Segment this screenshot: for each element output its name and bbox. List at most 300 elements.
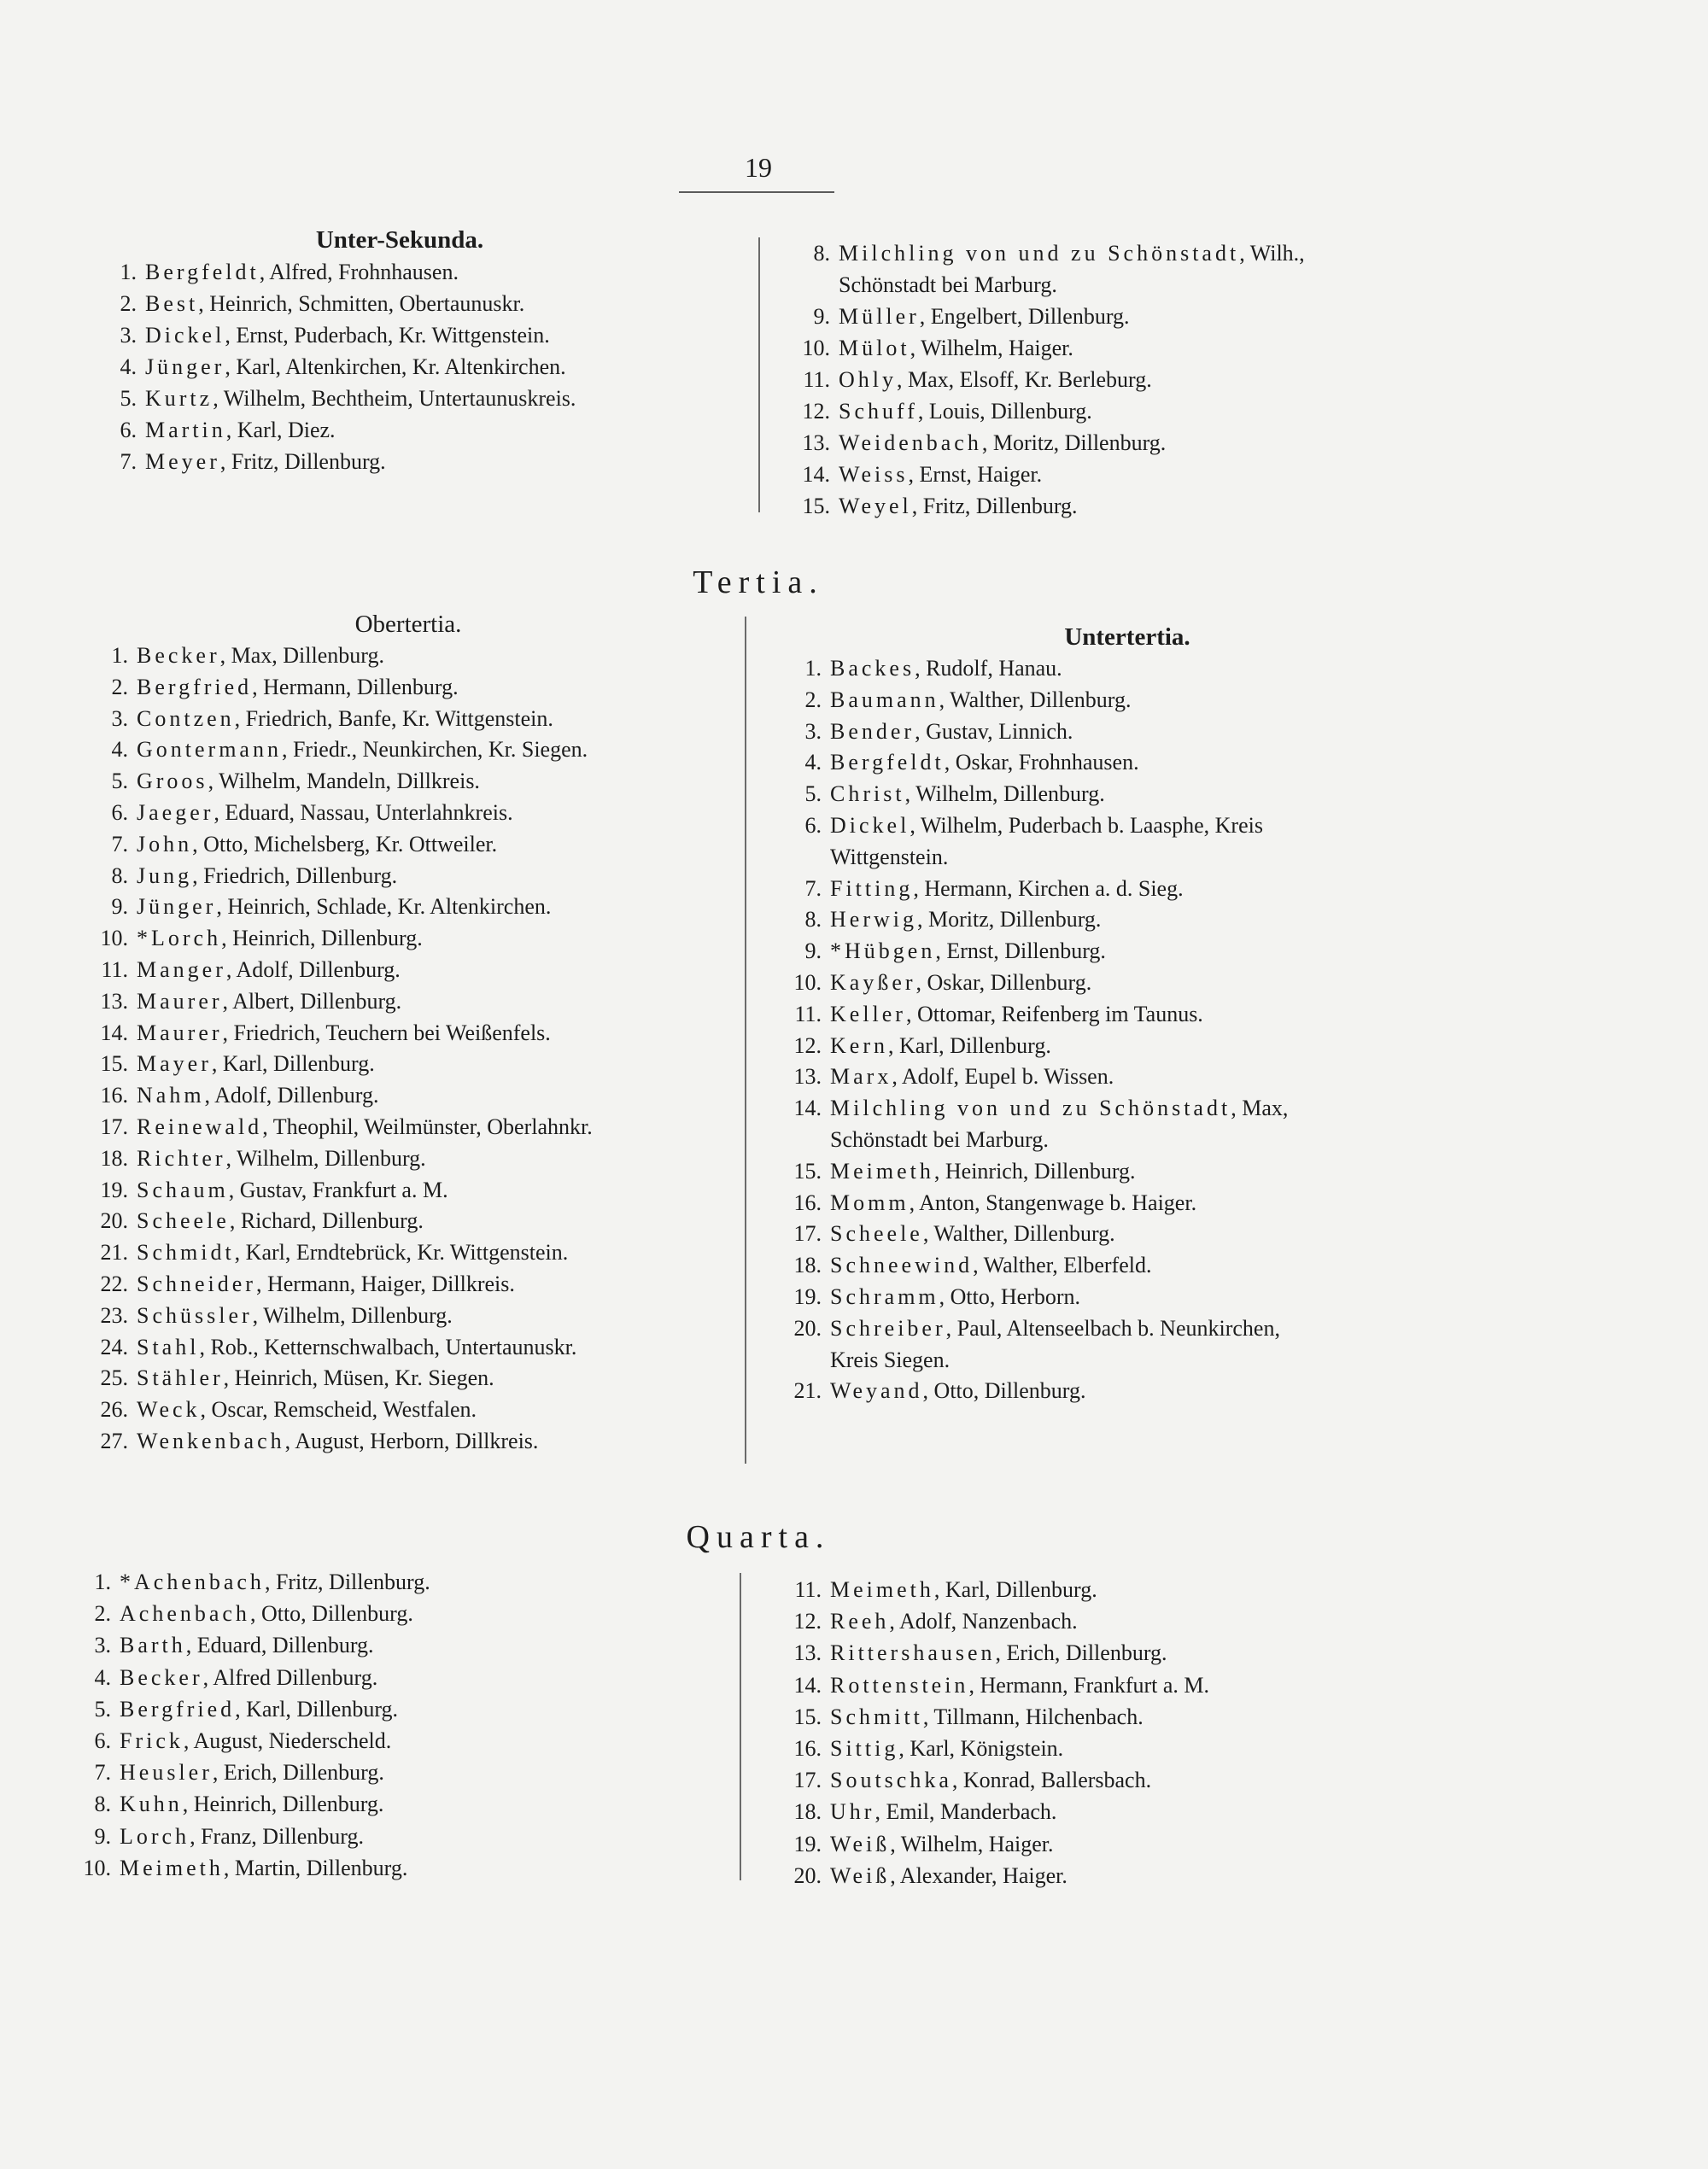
- entry-text: [830, 904, 1101, 936]
- unter-sekunda-list-left: [75, 256, 741, 477]
- student-surname: Manger: [137, 956, 226, 982]
- list-item: [760, 1093, 1699, 1125]
- student-details: , Adolf, Eupel b. Wissen.: [892, 1064, 1114, 1090]
- student-surname: Schüssler: [137, 1302, 253, 1328]
- student-surname: Scheele: [830, 1221, 923, 1247]
- student-details: , Karl, Dillenburg.: [933, 1577, 1097, 1602]
- list-item: [760, 1376, 1699, 1407]
- student-details: , Wilh.,: [1239, 241, 1305, 266]
- entry-number: 9.: [813, 304, 830, 329]
- entry-text: [137, 1175, 448, 1207]
- student-details: , Paul, Altenseelbach b. Neunkirchen,: [945, 1315, 1280, 1341]
- student-surname: Reinewald: [137, 1114, 263, 1139]
- student-details: , Karl, Königstein.: [898, 1735, 1064, 1761]
- entry-text: [830, 1860, 1068, 1891]
- unter-sekunda-heading: Unter-Sekunda.: [315, 226, 484, 254]
- entry-number: 26.: [100, 1397, 128, 1423]
- list-item: [760, 1796, 1699, 1827]
- student-details: , Adolf, Dillenburg.: [204, 1083, 379, 1108]
- entry-text: [145, 446, 386, 477]
- student-details: , Max,: [1231, 1096, 1289, 1121]
- student-details: , Heinrich, Müsen, Kr. Siegen.: [223, 1365, 494, 1391]
- list-item: [67, 1049, 750, 1080]
- student-details: , Richard, Dillenburg.: [229, 1208, 424, 1234]
- list-item: [67, 986, 750, 1018]
- list-item: [67, 1301, 750, 1332]
- student-surname: Schmidt: [137, 1240, 235, 1266]
- student-details: , Alexander, Haiger.: [890, 1862, 1068, 1888]
- student-surname: Stahl: [137, 1334, 200, 1359]
- entry-number: 13.: [793, 1064, 822, 1090]
- entry-text: [830, 1828, 1054, 1860]
- student-surname: Rittershausen: [830, 1640, 996, 1666]
- student-details: , Max, Elsoff, Kr. Berleburg.: [897, 367, 1152, 392]
- entry-text: [137, 923, 423, 955]
- entry-text: [830, 1219, 1115, 1250]
- entry-text: [137, 1332, 576, 1364]
- entry-number: 6.: [120, 418, 137, 442]
- entry-number: 5.: [94, 1696, 111, 1722]
- entry-text: [830, 968, 1091, 999]
- entry-continuation: Kreis Siegen.: [830, 1347, 951, 1372]
- entry-text: [830, 1796, 1056, 1827]
- student-surname: Milchling von und zu Schönstadt: [830, 1096, 1231, 1121]
- student-surname: Meimeth: [830, 1577, 934, 1602]
- student-details: , Heinrich, Dillenburg.: [933, 1158, 1136, 1184]
- entry-number: 7.: [111, 831, 128, 856]
- student-details: , Gustav, Linnich.: [915, 718, 1073, 744]
- entry-text: [145, 319, 550, 351]
- entry-text: [137, 1206, 424, 1237]
- entry-number: 13.: [802, 430, 830, 455]
- entry-text: [830, 1605, 1078, 1637]
- entry-text: [830, 1156, 1136, 1188]
- list-item: [67, 672, 750, 704]
- entry-number: 20.: [793, 1862, 822, 1888]
- student-surname: *Hübgen: [830, 938, 936, 964]
- student-details: , Ottomar, Reifenberg im Taunus.: [905, 1001, 1203, 1026]
- entry-number: 19.: [793, 1831, 822, 1856]
- student-details: , Engelbert, Dillenburg.: [919, 304, 1130, 329]
- student-details: , Wilhelm, Dillenburg.: [225, 1145, 426, 1171]
- student-surname: Jünger: [137, 894, 217, 920]
- student-surname: Lorch: [120, 1823, 190, 1849]
- student-details: , Walther, Elberfeld.: [973, 1253, 1152, 1278]
- entry-text: [145, 351, 566, 383]
- entry-text: [137, 1363, 494, 1394]
- student-surname: Martin: [145, 418, 226, 442]
- list-item: [760, 1764, 1699, 1796]
- entry-number: 12.: [793, 1032, 822, 1058]
- entry-text: [839, 459, 1042, 490]
- column-divider: [745, 617, 746, 1464]
- list-item: [75, 446, 741, 477]
- student-details: , Wilhelm, Haiger.: [890, 1831, 1054, 1856]
- student-details: , Karl, Dillenburg.: [235, 1696, 399, 1722]
- entry-number: 15.: [802, 494, 830, 518]
- obertertia-column: [67, 608, 750, 1458]
- entry-text: [145, 414, 336, 446]
- entry-number: 2.: [111, 674, 128, 699]
- list-item: [760, 1188, 1699, 1219]
- entry-text: [830, 685, 1131, 716]
- entry-number: 6.: [94, 1728, 111, 1753]
- list-item: [67, 798, 750, 829]
- entry-number: 8.: [804, 907, 822, 932]
- entry-text: [830, 1764, 1151, 1796]
- entry-number: 10.: [100, 926, 128, 951]
- entry-continuation: Schönstadt bei Marburg.: [839, 272, 1057, 297]
- unter-sekunda-left-column: [75, 224, 741, 477]
- student-surname: Richter: [137, 1145, 226, 1171]
- entry-number: 9.: [804, 938, 822, 964]
- student-surname: Weiß: [830, 1862, 891, 1888]
- entry-number: 13.: [100, 988, 128, 1014]
- student-details: , Heinrich, Dillenburg.: [182, 1792, 384, 1817]
- entry-number: 3.: [120, 323, 137, 348]
- student-surname: Achenbach: [120, 1601, 250, 1627]
- student-details: , Alfred, Frohnhausen.: [259, 260, 459, 284]
- student-details: , Friedrich, Teuchern bei Weißenfels.: [222, 1020, 551, 1045]
- quarta-right-column: [760, 1574, 1699, 1891]
- student-details: , Emil, Manderbach.: [874, 1799, 1057, 1825]
- student-details: , Otto, Herborn.: [939, 1283, 1081, 1309]
- list-item: [760, 1701, 1699, 1733]
- student-details: , Martin, Dillenburg.: [223, 1855, 408, 1880]
- list-item: [769, 332, 1699, 364]
- student-details: , Adolf, Dillenburg.: [225, 956, 401, 982]
- list-item: [75, 288, 741, 319]
- list-item: [769, 427, 1699, 459]
- student-details: , Karl, Dillenburg.: [211, 1051, 375, 1077]
- list-item: [75, 256, 741, 288]
- entry-text: [120, 1725, 391, 1757]
- entry-number: 10.: [83, 1855, 111, 1880]
- entry-text: [830, 1282, 1080, 1313]
- list-item: [67, 1394, 750, 1426]
- entry-number: 14.: [793, 1672, 822, 1698]
- student-surname: Weiss: [839, 462, 909, 487]
- student-details: , Erich, Dillenburg.: [995, 1640, 1167, 1666]
- entry-text: [839, 395, 1092, 427]
- entry-text: [830, 936, 1106, 968]
- list-item: [50, 1757, 733, 1788]
- student-details: , Theophil, Weilmünster, Oberlahnkr.: [262, 1114, 593, 1139]
- entry-number: 17.: [100, 1114, 128, 1139]
- student-details: , Anton, Stangenwage b. Haiger.: [909, 1190, 1197, 1215]
- entry-number: 15.: [100, 1051, 128, 1077]
- entry-number: 5.: [120, 386, 137, 411]
- entry-text: [120, 1821, 364, 1852]
- list-item: [760, 653, 1699, 685]
- entry-number: 17.: [793, 1768, 822, 1793]
- student-details: , Oskar, Dillenburg.: [915, 969, 1092, 995]
- entry-number: 4.: [804, 750, 822, 775]
- student-details: , Franz, Dillenburg.: [190, 1823, 364, 1849]
- entry-number: 4.: [111, 737, 128, 763]
- entry-text: [137, 892, 551, 923]
- entry-number: 1.: [111, 643, 128, 668]
- entry-number: 1.: [804, 656, 822, 681]
- list-item: [67, 734, 750, 766]
- entry-text: [830, 1669, 1209, 1701]
- entry-text: [830, 1250, 1151, 1282]
- entry-number: 4.: [94, 1664, 111, 1690]
- entry-text: [137, 1018, 551, 1049]
- column-divider: [740, 1573, 741, 1880]
- list-item: [67, 766, 750, 798]
- list-item: [50, 1788, 733, 1820]
- student-surname: Heusler: [120, 1760, 213, 1786]
- student-surname: Keller: [830, 1001, 906, 1026]
- entry-text: [839, 332, 1073, 364]
- entry-number: 6.: [804, 812, 822, 838]
- student-surname: Stähler: [137, 1365, 224, 1391]
- student-details: , Friedrich, Dillenburg.: [192, 862, 398, 888]
- quarta-list-right: [760, 1574, 1699, 1891]
- student-details: , Friedr., Neunkirchen, Kr. Siegen.: [281, 737, 588, 763]
- student-details: , Alfred Dillenburg.: [202, 1664, 378, 1690]
- entry-text: [830, 1701, 1144, 1733]
- student-surname: Mülot: [839, 336, 910, 360]
- student-details: , August, Niederscheld.: [183, 1728, 392, 1753]
- student-details: , Ernst, Puderbach, Kr. Wittgenstein.: [225, 323, 550, 348]
- entry-number: 15.: [793, 1704, 822, 1729]
- entry-number: 17.: [793, 1221, 822, 1247]
- entry-number: 9.: [94, 1823, 111, 1849]
- student-surname: Kuhn: [120, 1792, 183, 1817]
- student-surname: Best: [145, 291, 199, 316]
- entry-number: 5.: [111, 769, 128, 794]
- list-item: [67, 861, 750, 892]
- quarta-list-left: [50, 1566, 733, 1884]
- student-surname: Fitting: [830, 875, 914, 901]
- list-item: [67, 1206, 750, 1237]
- student-surname: Maurer: [137, 988, 223, 1014]
- student-surname: Bergfried: [120, 1696, 236, 1722]
- student-details: , Hermann, Haiger, Dillkreis.: [255, 1271, 515, 1296]
- list-item: [67, 1237, 750, 1269]
- entry-text: [839, 301, 1130, 332]
- list-item: [50, 1598, 733, 1629]
- entry-number: 16.: [100, 1083, 128, 1108]
- student-details: , Albert, Dillenburg.: [222, 988, 402, 1014]
- student-details: , Karl, Erndtebrück, Kr. Wittgenstein.: [234, 1240, 569, 1266]
- list-item: [67, 829, 750, 861]
- list-item: [67, 1426, 750, 1458]
- entry-text: [830, 747, 1139, 779]
- entry-text: [830, 1376, 1085, 1407]
- entry-number: 27.: [100, 1428, 128, 1453]
- list-item: [67, 955, 750, 986]
- list-item: [75, 383, 741, 414]
- student-details: , Karl, Diez.: [225, 418, 336, 442]
- entry-text: [830, 1574, 1097, 1605]
- list-item: [50, 1852, 733, 1884]
- student-details: , August, Herborn, Dillkreis.: [284, 1428, 539, 1453]
- student-surname: Schneewind: [830, 1253, 974, 1278]
- entry-number: 11.: [803, 367, 830, 392]
- student-details: , Ernst, Dillenburg.: [935, 938, 1106, 964]
- student-details: , Heinrich, Schmitten, Obertaunuskr.: [198, 291, 525, 316]
- student-details: , Friedrich, Banfe, Kr. Wittgenstein.: [234, 705, 553, 731]
- entry-text: [839, 237, 1305, 269]
- entry-number: 18.: [100, 1145, 128, 1171]
- entry-number: 3.: [111, 705, 128, 731]
- student-details: , Rudolf, Hanau.: [915, 656, 1062, 681]
- student-details: , Tillmann, Hilchenbach.: [922, 1704, 1144, 1729]
- student-surname: Wenkenbach: [137, 1428, 285, 1453]
- student-details: , Hermann, Kirchen a. d. Sieg.: [913, 875, 1184, 901]
- student-surname: Contzen: [137, 705, 235, 731]
- entry-text: [137, 1426, 538, 1458]
- list-item: [769, 395, 1699, 427]
- student-surname: Jung: [137, 862, 193, 888]
- quarta-left-column: [50, 1566, 733, 1884]
- entry-number: 4.: [120, 354, 137, 379]
- list-item: [760, 904, 1699, 936]
- student-surname: Meimeth: [120, 1855, 224, 1880]
- entry-number: 8.: [94, 1792, 111, 1817]
- entry-number: 6.: [111, 799, 128, 825]
- list-item: [75, 351, 741, 383]
- entry-text: [830, 874, 1184, 905]
- entry-number: 7.: [120, 449, 137, 474]
- list-item: [760, 1574, 1699, 1605]
- list-item: [67, 1332, 750, 1364]
- entry-text: [120, 1852, 407, 1884]
- entry-text: [830, 1061, 1114, 1093]
- list-item: [769, 490, 1699, 522]
- entry-text: [830, 653, 1062, 685]
- entry-text: [120, 1757, 384, 1788]
- entry-text: [120, 1693, 398, 1725]
- student-surname: Uhr: [830, 1799, 875, 1825]
- entry-text: [830, 810, 1263, 842]
- student-details: , Karl, Dillenburg.: [887, 1032, 1051, 1058]
- list-item: [760, 1605, 1699, 1637]
- student-details: , Otto, Dillenburg.: [249, 1601, 413, 1627]
- entry-number: 7.: [94, 1760, 111, 1786]
- tertia-title: Tertia.: [693, 564, 824, 600]
- entry-number: 18.: [793, 1799, 822, 1825]
- student-surname: Becker: [120, 1664, 203, 1690]
- entry-text: [830, 1093, 1288, 1125]
- student-details: , Ernst, Haiger.: [908, 462, 1043, 487]
- list-item: [67, 1018, 750, 1049]
- entry-number: 8.: [813, 241, 830, 266]
- list-item: [760, 874, 1699, 905]
- entry-number: 13.: [793, 1640, 822, 1666]
- entry-number: 25.: [100, 1365, 128, 1391]
- entry-number: 3.: [804, 718, 822, 744]
- entry-continuation: Wittgenstein.: [830, 844, 949, 869]
- list-item: [67, 1269, 750, 1301]
- student-surname: Maurer: [137, 1020, 223, 1045]
- student-surname: Meimeth: [830, 1158, 934, 1184]
- list-item: [50, 1566, 733, 1598]
- student-surname: Herwig: [830, 907, 917, 932]
- student-surname: Jaeger: [137, 799, 214, 825]
- student-details: , Wilhelm, Dillenburg.: [904, 781, 1105, 807]
- list-item: [760, 747, 1699, 779]
- entry-text: [137, 798, 513, 829]
- list-item: [760, 1156, 1699, 1188]
- list-item: [50, 1629, 733, 1661]
- list-item: [760, 1669, 1699, 1701]
- student-surname: Scheele: [137, 1208, 230, 1234]
- entry-text: [839, 490, 1078, 522]
- student-details: , Erich, Dillenburg.: [212, 1760, 384, 1786]
- student-surname: Reeh: [830, 1609, 890, 1634]
- entry-number: 7.: [804, 875, 822, 901]
- student-surname: Schneider: [137, 1271, 256, 1296]
- list-item: [769, 237, 1699, 269]
- list-item: [760, 779, 1699, 810]
- student-surname: *Lorch: [137, 926, 222, 951]
- entry-text: [145, 256, 459, 288]
- entry-text: [137, 1301, 453, 1332]
- list-item: [760, 1733, 1699, 1764]
- student-surname: Milchling von und zu Schönstadt: [839, 241, 1240, 266]
- student-details: , Wilhelm, Mandeln, Dillkreis.: [208, 769, 480, 794]
- student-details: , Otto, Michelsberg, Kr. Ottweiler.: [192, 831, 498, 856]
- list-item: [760, 1282, 1699, 1313]
- student-details: , Wilhelm, Haiger.: [910, 336, 1073, 360]
- list-item: [67, 892, 750, 923]
- student-surname: Soutschka: [830, 1768, 952, 1793]
- student-details: , Oscar, Remscheid, Westfalen.: [200, 1397, 477, 1423]
- student-details: , Heinrich, Dillenburg.: [221, 926, 423, 951]
- untertertia-heading: Untertertia.: [1064, 623, 1190, 651]
- page-number-rule: [679, 191, 834, 193]
- column-divider: [758, 237, 760, 512]
- student-details: , Konrad, Ballersbach.: [951, 1768, 1152, 1793]
- entry-text: [137, 1237, 568, 1269]
- student-details: , Fritz, Dillenburg.: [911, 494, 1078, 518]
- entry-number: 2.: [804, 687, 822, 712]
- untertertia-list: [760, 653, 1699, 1407]
- entry-number: 10.: [793, 969, 822, 995]
- student-surname: Kayßer: [830, 969, 916, 995]
- unter-sekunda-list-right: [769, 237, 1699, 522]
- entry-number: 23.: [100, 1302, 128, 1328]
- list-item: [760, 1031, 1699, 1062]
- entry-text: [137, 734, 588, 766]
- entry-continuation: Schönstadt bei Marburg.: [830, 1126, 1049, 1152]
- student-details: , Moritz, Dillenburg.: [981, 430, 1167, 455]
- student-details: , Eduard, Dillenburg.: [185, 1633, 374, 1658]
- list-item: [760, 1313, 1699, 1345]
- entry-text: [137, 986, 401, 1018]
- list-item: [760, 1828, 1699, 1860]
- student-surname: Schreiber: [830, 1315, 946, 1341]
- list-item: [760, 685, 1699, 716]
- entry-text: [137, 861, 397, 892]
- student-details: , Hermann, Frankfurt a. M.: [968, 1672, 1210, 1698]
- list-item: [67, 1363, 750, 1394]
- student-details: , Eduard, Nassau, Unterlahnkreis.: [214, 799, 513, 825]
- list-item: [760, 1061, 1699, 1093]
- list-item: [760, 1637, 1699, 1669]
- student-surname: Weyel: [839, 494, 912, 518]
- student-surname: Schramm: [830, 1283, 939, 1309]
- entry-number: 20.: [100, 1208, 128, 1234]
- student-surname: Dickel: [830, 812, 910, 838]
- list-item: [760, 1860, 1699, 1891]
- student-surname: Jünger: [145, 354, 225, 379]
- entry-text: [137, 1394, 477, 1426]
